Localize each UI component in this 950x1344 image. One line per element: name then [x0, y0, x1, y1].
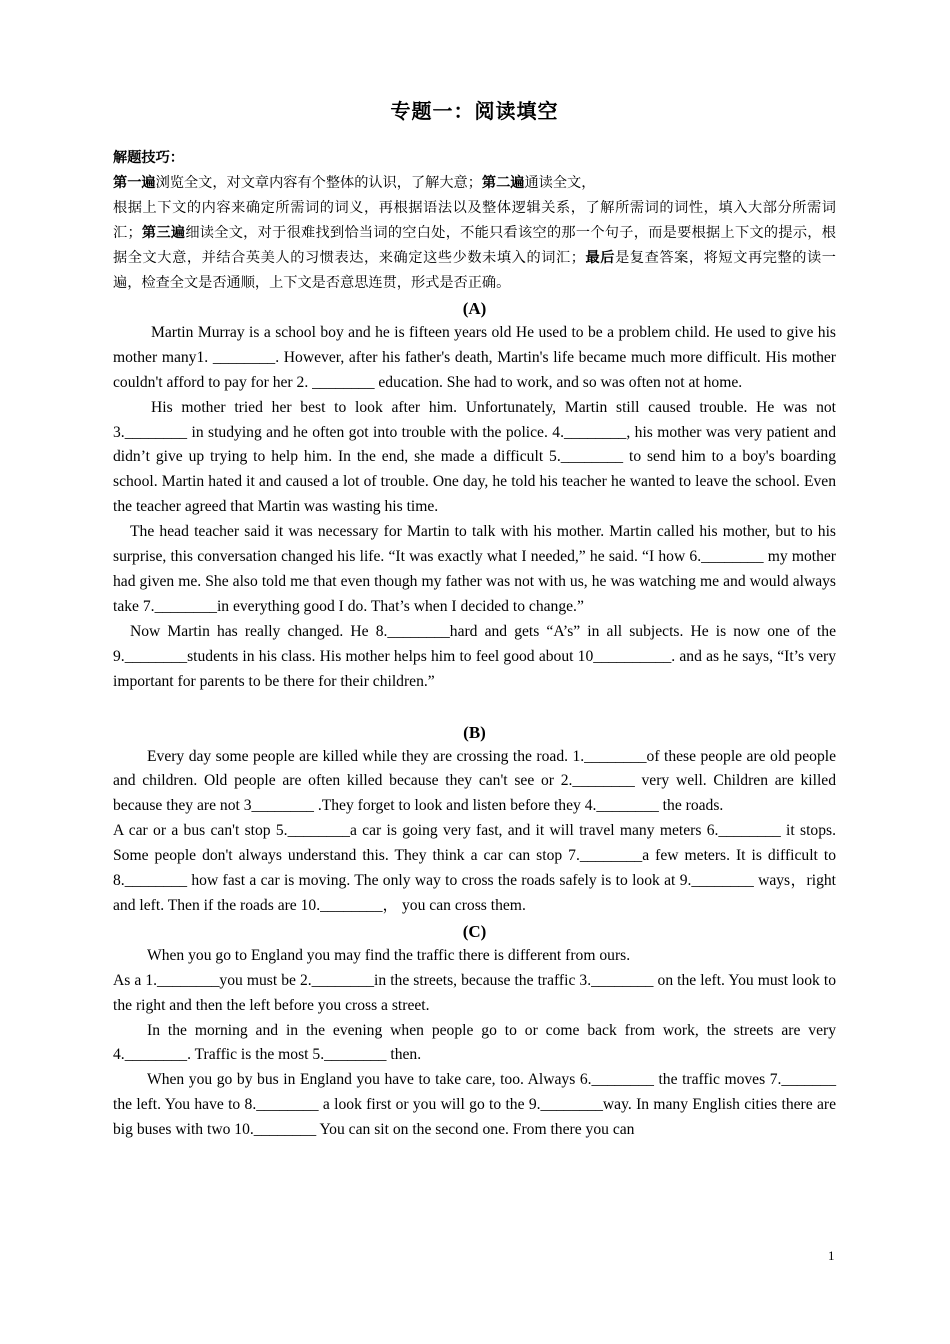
section-a-paragraph-4: Now Martin has really changed. He 8.________hard and gets “A’s” in all subjects. He is now one of the 9.________students in his class. His mother helps him to feel good about 10__________. and as he says, “It’s very important for parents to be there for their children.”: [113, 622, 836, 690]
page-number: 1: [828, 1248, 835, 1263]
tips-second-pass: 第二遍: [481, 174, 525, 191]
section-a-paragraph-3: The head teacher said it was necessary for Martin to talk with his mother. Martin called his mother, but to his surprise, this conversation changed his life. “It was exactly what I needed,” he said. “I how 6.________ my mother had given me. She also told me that even though my father was not with us, he was watching me and would always take 7.________in everything good I do. That’s when I decided to change.”: [113, 523, 836, 615]
section-b-title: (B): [463, 722, 486, 742]
tips-text-2: 通读全文，: [524, 174, 596, 191]
tips-text-4: 细读全文，对于很难找到恰当词的空白处，不能只看该空的那一个句子，而是要根据上下文的提示，根据全文大意，并结合英美人的习惯表达，来确定这些少数未填入的词汇；: [113, 224, 836, 266]
section-c-paragraph-2: As a 1.________you must be 2.________in the streets, because the traffic 3.________ on the left. You must look to the right and then the left before you cross a street.: [113, 971, 836, 1014]
section-b-paragraph-1: Every day some people are killed while they are crossing the road. 1.________of these people are old people and children. Old people are often killed because they can't see or 2.________ very well. Children are killed because they are not 3________ .They forget to look and listen before they 4.________ the roads.: [113, 747, 836, 815]
tips-text-3: 根据上下文的内容来确定所需词的词义，再根据语法以及整体逻辑关系，了解所需词的词性，填入大部分所需词汇；: [113, 199, 836, 241]
section-c-title: (C): [462, 921, 487, 941]
section-spacer: [113, 695, 836, 720]
tips-last-pass: 最后: [584, 249, 616, 266]
tips-paragraph: [113, 171, 836, 296]
section-a-paragraph-1: Martin Murray is a school boy and he is fifteen years old He used to be a problem child. He used to give his mother many1. ________. However, after his father's death, Martin's life became much more difficult. His mother couldn't afford to pay for her 2. ________ education. She had to work, and so was often not at home.: [113, 323, 836, 391]
section-b-paragraph-2: A car or a bus can't stop 5.________a car is going very fast, and it will travel many meters 6.________ it stops. Some people don't always understand this. They think a car can stop 7.________a few meters. It is difficult to 8.________ how fast a car is moving. The only way to cross the roads safely is to look at 9.________ ways，right and left. Then if the roads are 10.________， you can cross them.: [113, 822, 836, 914]
section-c-paragraph-3: In the morning and in the evening when people go to or come back from work, the streets are very 4.________. Traffic is the most 5.________ then.: [113, 1021, 836, 1064]
tips-text-5: 是复查答案，将短文再完整的读一遍，检查全文是否通顺，上下文是否意思连贯，形式是否正确。: [113, 249, 836, 291]
tips-text-1: 浏览全文，对文章内容有个整体的认识，了解大意；: [155, 174, 482, 191]
section-a-title: (A): [462, 298, 487, 318]
tips-third-pass: 第三遍: [141, 224, 186, 241]
tips-first-pass: 第一遍: [113, 174, 156, 191]
section-a-paragraph-2: His mother tried her best to look after him. Unfortunately, Martin still caused trouble. He was not 3.________ in studying and he often got into trouble with the police. 4.________, his mother was very patient and didn’t give up trying to help him. In the end, she made a difficult 5.________ to send him to a boy's boarding school. Martin hated it and caused a lot of trouble. One day, he told his teacher he wanted to leave the school. Even the teacher agreed that Martin was wasting his time.: [113, 398, 836, 516]
section-c-paragraph-1: When you go to England you may find the traffic there is different from ours.: [147, 946, 631, 964]
tips-heading: 解题技巧：: [113, 150, 184, 166]
page-title: 专题一：阅读填空: [390, 99, 559, 123]
section-c-paragraph-4: When you go by bus in England you have to take care, too. Always 6.________ the traffic moves 7._______ the left. You have to 8.________ a look first or you will go to the 9.________way. In many English cities there are big buses with two 10.________ You can sit on the second one. From there you can: [113, 1071, 836, 1139]
document-page: [113, 0, 836, 1143]
